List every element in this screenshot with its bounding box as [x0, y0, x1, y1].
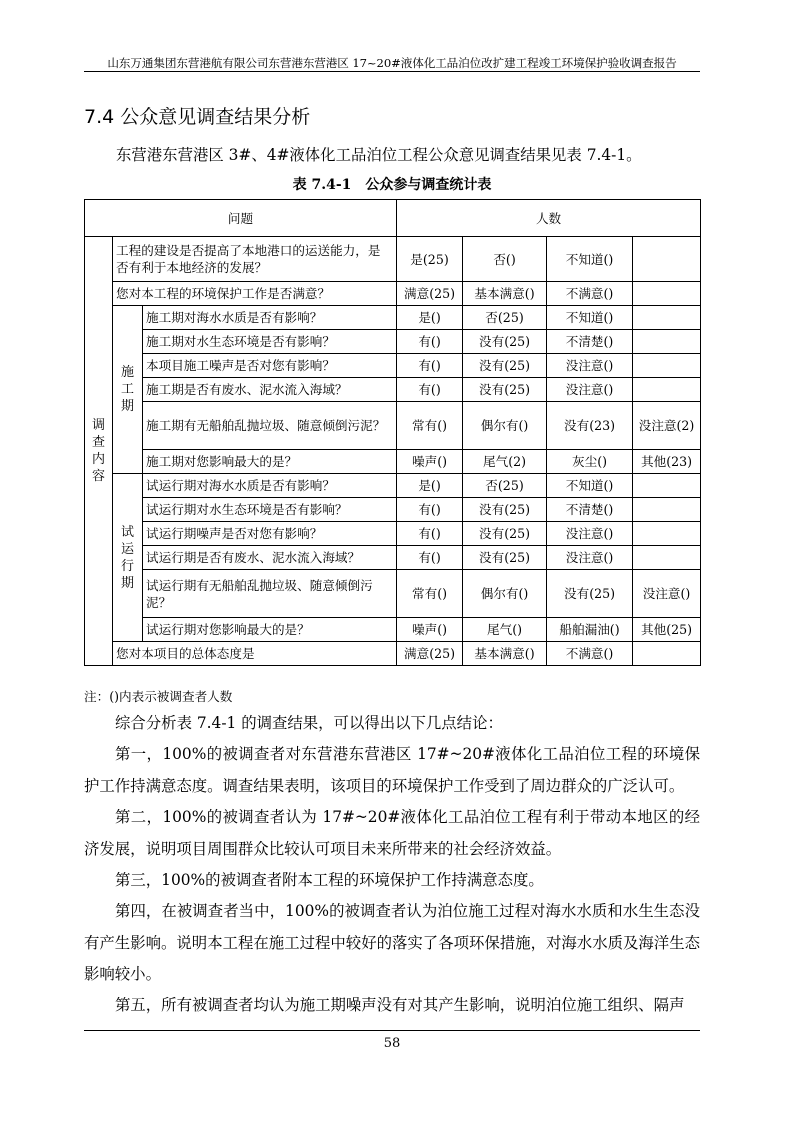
answer-cell: 有() — [397, 498, 463, 522]
table-caption: 表 7.4-1 公众参与调查统计表 — [292, 177, 492, 193]
question-cell: 试运行期有无船舶乱抛垃圾、随意倾倒污泥？ — [143, 570, 397, 618]
answer-cell: 有() — [397, 546, 463, 570]
table-row — [85, 642, 701, 666]
answer-cell: 是() — [397, 474, 463, 498]
table-row — [85, 330, 701, 354]
paragraph: 第二，100%的被调查者认为 17#~20#液体化工品泊位工程有利于带动本地区的经济发展，说明项目周围群众比较认可项目未来所带来的社会经济效益。 — [84, 808, 700, 858]
footer-divider — [84, 1030, 700, 1031]
table-row — [85, 522, 701, 546]
answer-cell: 有() — [397, 354, 463, 378]
table-row — [85, 546, 701, 570]
answer-cell — [633, 237, 701, 282]
table-row — [85, 570, 701, 618]
question-cell: 施工期对海水水质是否有影响？ — [143, 306, 397, 330]
table-row — [85, 282, 701, 306]
answer-cell: 没有(25) — [547, 570, 633, 618]
answer-cell — [633, 306, 701, 330]
paragraph: 第四，在被调查者当中，100%的被调查者认为泊位施工过程对海水水质和水生生态没有产生影响。说明本工程在施工过程中较好的落实了各项环保措施，对海水水质及海洋生态影响较小。 — [84, 902, 700, 983]
section-title: 7.4 公众意见调查结果分析 — [84, 106, 311, 128]
answer-cell: 其他(25) — [633, 618, 701, 642]
answer-cell: 没注意() — [547, 354, 633, 378]
question-cell: 工程的建设是否提高了本地港口的运送能力，是否有利于本地经济的发展？ — [113, 237, 397, 282]
answer-cell: 没有(25) — [463, 354, 547, 378]
question-cell: 试运行期噪声是否对您有影响？ — [143, 522, 397, 546]
phase-label: 试 运 行 期 — [113, 474, 143, 642]
question-cell: 您对本工程的环境保护工作是否满意？ — [113, 282, 397, 306]
answer-cell: 基本满意() — [463, 642, 547, 666]
answer-cell: 没有(25) — [463, 330, 547, 354]
table-row — [85, 354, 701, 378]
table-row — [85, 474, 701, 498]
answer-cell — [633, 642, 701, 666]
answer-cell — [633, 498, 701, 522]
answer-cell: 不满意() — [547, 642, 633, 666]
paragraph: 第三，100%的被调查者附本工程的环境保护工作持满意态度。 — [115, 871, 544, 889]
answer-cell: 没有(25) — [463, 378, 547, 402]
group-label: 调 查 内 容 — [85, 237, 113, 666]
answer-cell: 否(25) — [463, 474, 547, 498]
answer-cell: 基本满意() — [463, 282, 547, 306]
table-row — [85, 498, 701, 522]
table-row — [85, 402, 701, 450]
answer-cell: 不知道() — [547, 306, 633, 330]
answer-cell: 偶尔有() — [463, 402, 547, 450]
answer-cell: 噪声() — [397, 450, 463, 474]
table-row — [85, 306, 701, 330]
header-question: 问题 — [85, 200, 397, 237]
answer-cell: 不清楚() — [547, 498, 633, 522]
answer-cell: 没注意(2) — [633, 402, 701, 450]
answer-cell: 满意(25) — [397, 282, 463, 306]
header-divider — [84, 71, 700, 72]
intro-text: 东营港东营港区 3#、4#液体化工品泊位工程公众意见调查结果见表 7.4-1。 — [116, 146, 642, 164]
answer-cell: 船舶漏油() — [547, 618, 633, 642]
paragraph: 第五，所有被调查者均认为施工期噪声没有对其产生影响，说明泊位施工组织、隔声 — [115, 996, 685, 1014]
question-cell: 您对本项目的总体态度是 — [113, 642, 397, 666]
answer-cell: 没注意() — [547, 546, 633, 570]
answer-cell — [633, 522, 701, 546]
question-cell: 施工期有无船舶乱抛垃圾、随意倾倒污泥？ — [143, 402, 397, 450]
question-cell: 试运行期是否有废水、泥水流入海域？ — [143, 546, 397, 570]
page-header: 山东万通集团东营港航有限公司东营港东营港区 17~20#液体化工品泊位改扩建工程竣工环境保护验收调查报告 — [107, 56, 677, 70]
answer-cell: 没注意() — [633, 570, 701, 618]
header-count: 人数 — [397, 200, 701, 237]
answer-cell: 是() — [397, 306, 463, 330]
answer-cell: 没有(25) — [463, 522, 547, 546]
answer-cell: 有() — [397, 330, 463, 354]
answer-cell — [633, 546, 701, 570]
answer-cell — [633, 474, 701, 498]
answer-cell: 其他(23) — [633, 450, 701, 474]
question-cell: 试运行期对您影响最大的是？ — [143, 618, 397, 642]
question-cell: 施工期对水生态环境是否有影响？ — [143, 330, 397, 354]
answer-cell: 尾气(2) — [463, 450, 547, 474]
table-row — [85, 618, 701, 642]
answer-cell — [633, 354, 701, 378]
question-cell: 施工期是否有废水、泥水流入海域？ — [143, 378, 397, 402]
question-cell: 试运行期对海水水质是否有影响？ — [143, 474, 397, 498]
table-row — [85, 378, 701, 402]
answer-cell: 否(25) — [463, 306, 547, 330]
answer-cell: 偶尔有() — [463, 570, 547, 618]
answer-cell: 不清楚() — [547, 330, 633, 354]
answer-cell: 不知道() — [547, 474, 633, 498]
answer-cell: 否() — [463, 237, 547, 282]
answer-cell: 有() — [397, 522, 463, 546]
answer-cell: 不知道() — [547, 237, 633, 282]
answer-cell: 没有(25) — [463, 498, 547, 522]
paragraph: 第一，100%的被调查者对东营港东营港区 17#~20#液体化工品泊位工程的环境保护工作持满意态度。调查结果表明，该项目的环境保护工作受到了周边群众的广泛认可。 — [84, 745, 700, 795]
answer-cell: 常有() — [397, 402, 463, 450]
table-row — [85, 450, 701, 474]
answer-cell: 噪声() — [397, 618, 463, 642]
answer-cell: 是(25) — [397, 237, 463, 282]
answer-cell: 没有(23) — [547, 402, 633, 450]
answer-cell: 不满意() — [547, 282, 633, 306]
paragraph: 综合分析表 7.4-1 的调查结果，可以得出以下几点结论： — [115, 714, 503, 732]
question-cell: 施工期对您影响最大的是？ — [143, 450, 397, 474]
answer-cell: 没注意() — [547, 378, 633, 402]
table-row — [85, 237, 701, 282]
answer-cell: 没有(25) — [463, 546, 547, 570]
answer-cell: 常有() — [397, 570, 463, 618]
answer-cell: 没注意() — [547, 522, 633, 546]
question-cell: 试运行期对水生态环境是否有影响？ — [143, 498, 397, 522]
answer-cell: 尾气() — [463, 618, 547, 642]
answer-cell — [633, 282, 701, 306]
survey-table — [84, 199, 701, 666]
answer-cell: 灰尘() — [547, 450, 633, 474]
answer-cell: 有() — [397, 378, 463, 402]
answer-cell: 满意(25) — [397, 642, 463, 666]
table-note: 注：()内表示被调查者人数 — [84, 689, 233, 704]
page-number: 58 — [383, 1036, 401, 1051]
answer-cell — [633, 378, 701, 402]
answer-cell — [633, 330, 701, 354]
question-cell: 本项目施工噪声是否对您有影响？ — [143, 354, 397, 378]
phase-label: 施 工 期 — [113, 306, 143, 474]
